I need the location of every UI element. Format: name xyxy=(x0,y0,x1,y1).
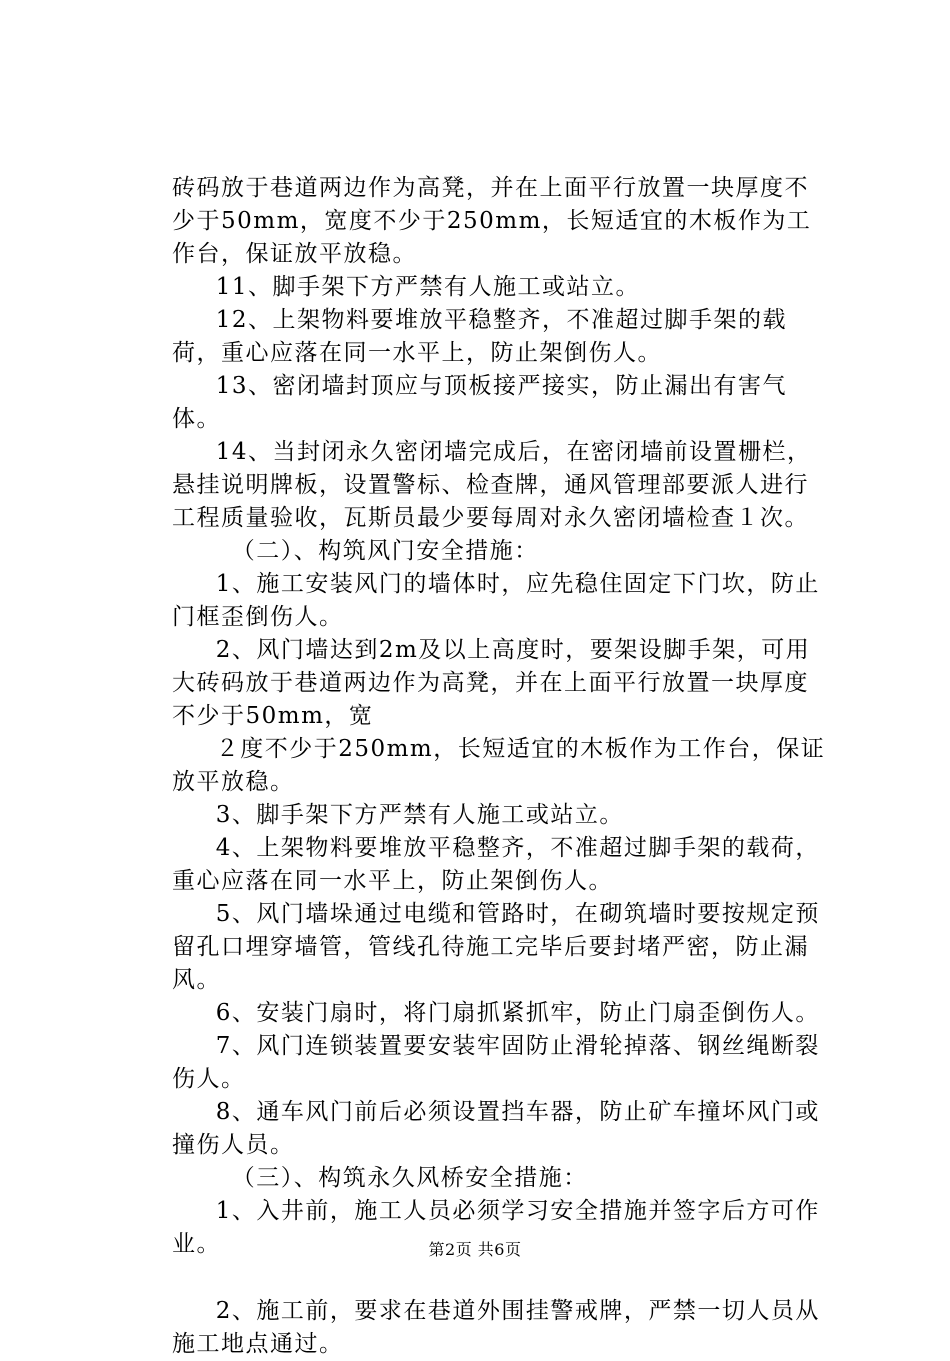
paragraph-door-1: 1、施工安装风门的墙体时，应先稳住固定下门坎，防止门框歪倒伤人。 xyxy=(172,571,820,630)
paragraph-door-8: 8、通车风门前后必须设置挡车器，防止矿车撞坏风门或撞伤人员。 xyxy=(172,1099,820,1158)
paragraph-door-2-continued: ２度不少于250mm，长短适宜的木板作为工作台，保证放平放稳。 xyxy=(172,736,826,795)
paragraph-door-7: 7、风门连锁装置要安装牢固防止滑轮掉落、钢丝绳断裂伤人。 xyxy=(172,1033,820,1092)
paragraph-continuation: 砖码放于巷道两边作为高凳，并在上面平行放置一块厚度不少于50mm，宽度不少于250mm，长短适宜的木板作为工作台，保证放平放稳。 xyxy=(172,175,812,267)
page-number-footer: 第2页 共6页 xyxy=(428,1240,522,1259)
paragraph-item-12: 12、上架物料要堆放平稳整齐，不准超过脚手架的载荷，重心应落在同一水平上，防止架倒伤人。 xyxy=(172,307,787,366)
blank-line xyxy=(172,1261,832,1295)
paragraph-door-4: 4、上架物料要堆放平稳整齐，不准超过脚手架的载荷，重心应落在同一水平上，防止架倒伤人。 xyxy=(172,835,820,894)
paragraph-item-13: 13、密闭墙封顶应与顶板接严接实，防止漏出有害气体。 xyxy=(172,373,787,432)
paragraph-bridge-1: 1、入井前，施工人员必须学习安全措施并签字后方可作业。 xyxy=(172,1198,820,1257)
paragraph-bridge-2: 2、施工前，要求在巷道外围挂警戒牌，严禁一切人员从施工地点通过。 xyxy=(172,1298,820,1357)
document-body xyxy=(172,172,832,1361)
paragraph-item-14: 14、当封闭永久密闭墙完成后，在密闭墙前设置栅栏，悬挂说明牌板，设置警标、检查牌，通风管理部要派人进行工程质量验收，瓦斯员最少要每周对永久密闭墙检查１次。 xyxy=(172,439,812,531)
paragraph-door-6: 6、安装门扇时，将门扇抓紧抓牢，防止门扇歪倒伤人。 xyxy=(215,1000,820,1026)
paragraph-item-11: 11、脚手架下方严禁有人施工或站立。 xyxy=(215,274,640,300)
paragraph-door-2: 2、风门墙达到2m及以上高度时，要架设脚手架，可用大砖码放于巷道两边作为高凳，并在上面平行放置一块厚度不少于50mm，宽 xyxy=(172,637,811,729)
paragraph-door-5: 5、风门墙垛通过电缆和管路时，在砌筑墙时要按规定预留孔口埋穿墙管，管线孔待施工完毕后要封堵严密，防止漏风。 xyxy=(172,901,820,993)
section-heading-2: （二）、构筑风门安全措施： xyxy=(231,538,539,564)
paragraph-door-3: 3、脚手架下方严禁有人施工或站立。 xyxy=(215,802,624,828)
section-heading-3: （三）、构筑永久风桥安全措施： xyxy=(231,1165,588,1191)
